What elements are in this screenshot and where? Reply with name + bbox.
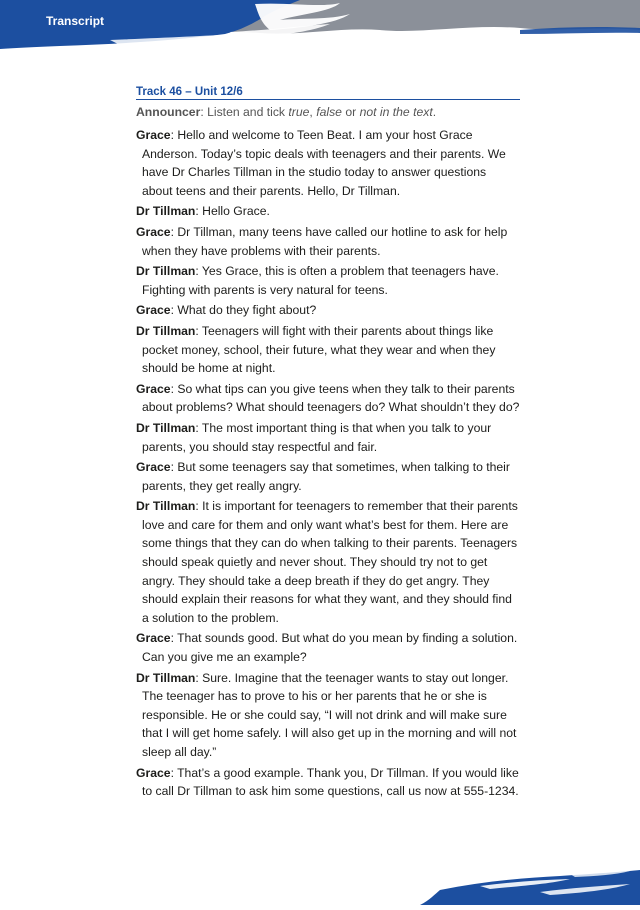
option-true: true bbox=[288, 105, 310, 119]
transcript-body bbox=[136, 86, 520, 803]
dialogue-turn bbox=[136, 764, 520, 801]
speaker-name: Dr Tillman bbox=[136, 204, 196, 219]
instruction-text: . bbox=[432, 105, 437, 119]
dialogue-turn bbox=[136, 262, 520, 299]
dialogue-turn bbox=[136, 301, 520, 320]
dialogue-turn bbox=[136, 629, 520, 666]
speaker-name: Dr Tillman bbox=[136, 670, 196, 685]
dialogue-turn bbox=[136, 126, 520, 200]
speaker-name: Grace bbox=[136, 381, 171, 396]
speech-text: : That sounds good. But what do you mean by finding a solution. Can you give me an example? bbox=[142, 631, 518, 665]
announcer-instruction bbox=[136, 103, 520, 122]
speech-text: : Dr Tillman, many teens have called our hotline to ask for help when they have problems with their parents. bbox=[142, 224, 508, 258]
dialogue-list bbox=[136, 126, 520, 801]
instruction-text: or bbox=[341, 105, 360, 119]
speaker-name: Grace bbox=[136, 765, 171, 780]
footer-banner bbox=[420, 868, 640, 905]
speaker-name: Dr Tillman bbox=[136, 420, 196, 435]
dialogue-turn bbox=[136, 419, 520, 456]
option-false: false bbox=[316, 105, 342, 119]
speaker-name: Grace bbox=[136, 128, 171, 142]
speech-text: : Hello and welcome to Teen Beat. I am your host Grace Anderson. Today’s topic deals with teenagers and their parents. We have Dr Charles Tillman in the studio today to answer questions about teens and their parents. Hello, Dr Tillman. bbox=[142, 128, 506, 198]
speech-text: : The most important thing is that when you talk to your parents, you should stay respectful and fair. bbox=[142, 420, 492, 454]
header-banner bbox=[0, 0, 640, 52]
speaker-name: Grace bbox=[136, 224, 171, 239]
speech-text: : What do they fight about? bbox=[170, 303, 317, 318]
footer-brush-graphic bbox=[420, 868, 640, 905]
speaker-name: Grace bbox=[136, 460, 171, 475]
speech-text: : Yes Grace, this is often a problem that teenagers have. Fighting with parents is very natural for teens. bbox=[142, 264, 499, 297]
speaker-name: Dr Tillman bbox=[136, 323, 196, 338]
speech-text: : Sure. Imagine that the teenager wants to stay out longer. The teenager has to prove to his or her parents that he or she is responsible. He or she could say, “I will not drink and will make sure that I will get home safely. I will also get up in the morning and will not sleep all day.” bbox=[142, 670, 517, 759]
dialogue-turn bbox=[136, 497, 520, 627]
speech-text: : But some teenagers say that sometimes, when talking to their parents, they get really angry. bbox=[142, 460, 510, 493]
track-heading bbox=[136, 86, 520, 100]
track-title-text: Track 46 – Unit 12/6 bbox=[136, 86, 247, 98]
dialogue-turn bbox=[136, 669, 520, 762]
dialogue-turn bbox=[136, 202, 520, 221]
speaker-name: Grace bbox=[136, 303, 171, 318]
speech-text: : It is important for teenagers to remember that their parents love and care for them and only want what’s best for them. Here are some things that they can do when talking to their parents. Teenagers should speak quietly and never shout. They should try not to get angry. They should take a deep breath if they do get angry. They should explain their reasons for what they want, and they should find a solution to the problem. bbox=[142, 499, 518, 625]
speaker-name: Grace bbox=[136, 631, 171, 646]
speech-text: : That’s a good example. Thank you, Dr Tillman. If you would like to call Dr Tillman to ask him some questions, call us now at 555-1234. bbox=[142, 765, 519, 799]
speaker-name: Dr Tillman bbox=[136, 264, 196, 279]
section-label: Transcript bbox=[46, 14, 105, 28]
dialogue-turn bbox=[136, 223, 520, 260]
instruction-text: , bbox=[309, 105, 317, 119]
speech-text: : Teenagers will fight with their parents about things like pocket money, school, their future, what they wear and when they should be home at night. bbox=[142, 323, 496, 376]
dialogue-turn bbox=[136, 380, 520, 417]
speech-text: : So what tips can you give teens when they talk to their parents about problems? What should teenagers do? What shouldn’t they do? bbox=[142, 381, 520, 415]
speaker-name: Announcer bbox=[136, 105, 201, 119]
option-not-in-text: not in the text bbox=[359, 105, 433, 119]
speaker-name: Dr Tillman bbox=[136, 499, 196, 514]
instruction-text: : Listen and tick bbox=[200, 105, 289, 119]
dialogue-turn bbox=[136, 322, 520, 378]
dialogue-turn bbox=[136, 458, 520, 495]
speech-text: : Hello Grace. bbox=[195, 204, 270, 219]
